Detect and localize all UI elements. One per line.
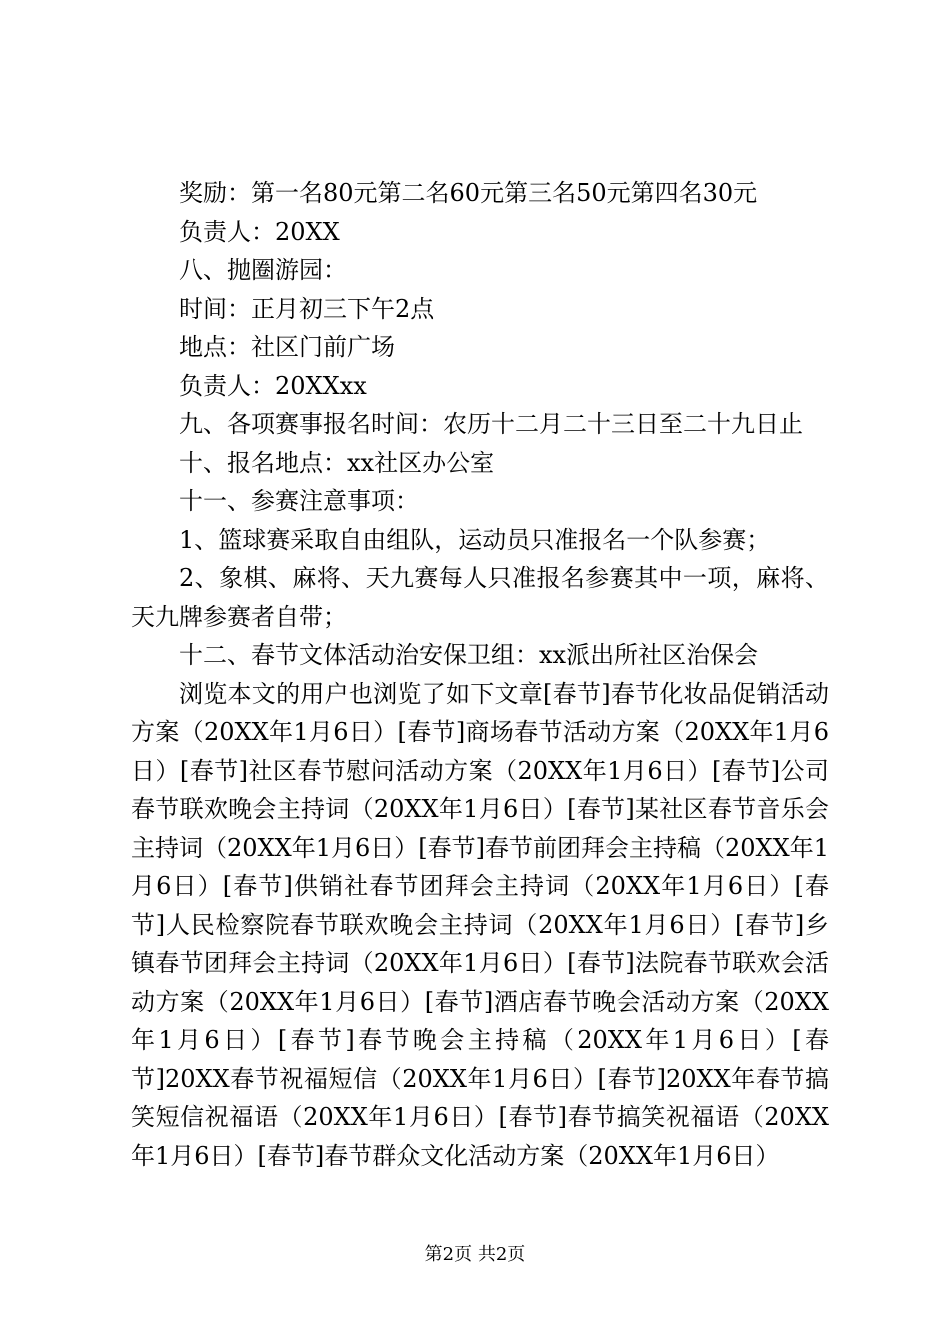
security-line: 十二、春节文体活动治安保卫组：xx派出所社区治保会 — [179, 641, 759, 669]
section-heading: 八、抛圈游园： — [179, 256, 347, 284]
section-heading: 十一、参赛注意事项： — [179, 487, 419, 515]
note-item: 2、象棋、麻将、天九赛每人只准报名参赛其中一项，麻将、天九牌参赛者自带； — [131, 564, 829, 631]
signup-time-paragraph: 九、各项赛事报名时间：农历十二月二十三日至二十九日止 — [179, 410, 803, 438]
signup-place-line: 十、报名地点：xx社区办公室 — [179, 448, 495, 477]
place-line: 地点：社区门前广场 — [179, 333, 395, 361]
document-body — [131, 174, 829, 1175]
page-footer: 第2页 共2页 — [424, 1244, 526, 1265]
responsible-person-line: 负责人：20XXxx — [179, 371, 367, 400]
time-line: 时间：正月初三下午2点 — [179, 294, 435, 323]
note-item: 1、篮球赛采取自由组队，运动员只准报名一个队参赛； — [179, 525, 771, 554]
reward-line: 奖励：第一名80元第二名60元第三名50元第四名30元 — [179, 179, 758, 207]
responsible-person-line: 负责人：20XX — [179, 217, 340, 246]
related-articles-paragraph: 浏览本文的用户也浏览了如下文章[春节]春节化妆品促销活动方案（20XX年1月6日）[春节]商场春节活动方案（20XX年1月6日）[春节]社区春节慰问活动方案（20XX年1月6日）[春节]公司春节联欢晚会主持词（20XX年1月6日）[春节]某社区春节音乐会主持词（20XX年1月6日）[春节]春节前团拜会主持稿（20XX年1月6日）[春节]供销社春节团拜会主持词（20XX年1月6日）[春节]人民检察院春节联欢晚会主持词（20XX年1月6日）[春节]乡镇春节团拜会主持词（20XX年1月6日）[春节]法院春节联欢会活动方案（20XX年1月6日）[春节]酒店春节晚会活动方案（20XX年1月6日）[春节]春节晚会主持稿（20XX年1月6日）[春节]20XX春节祝福短信（20XX年1月6日）[春节]20XX年春节搞笑短信祝福语（20XX年1月6日）[春节]春节搞笑祝福语（20XX年1月6日）[春节]春节群众文化活动方案（20XX年1月6日） — [131, 679, 829, 1170]
